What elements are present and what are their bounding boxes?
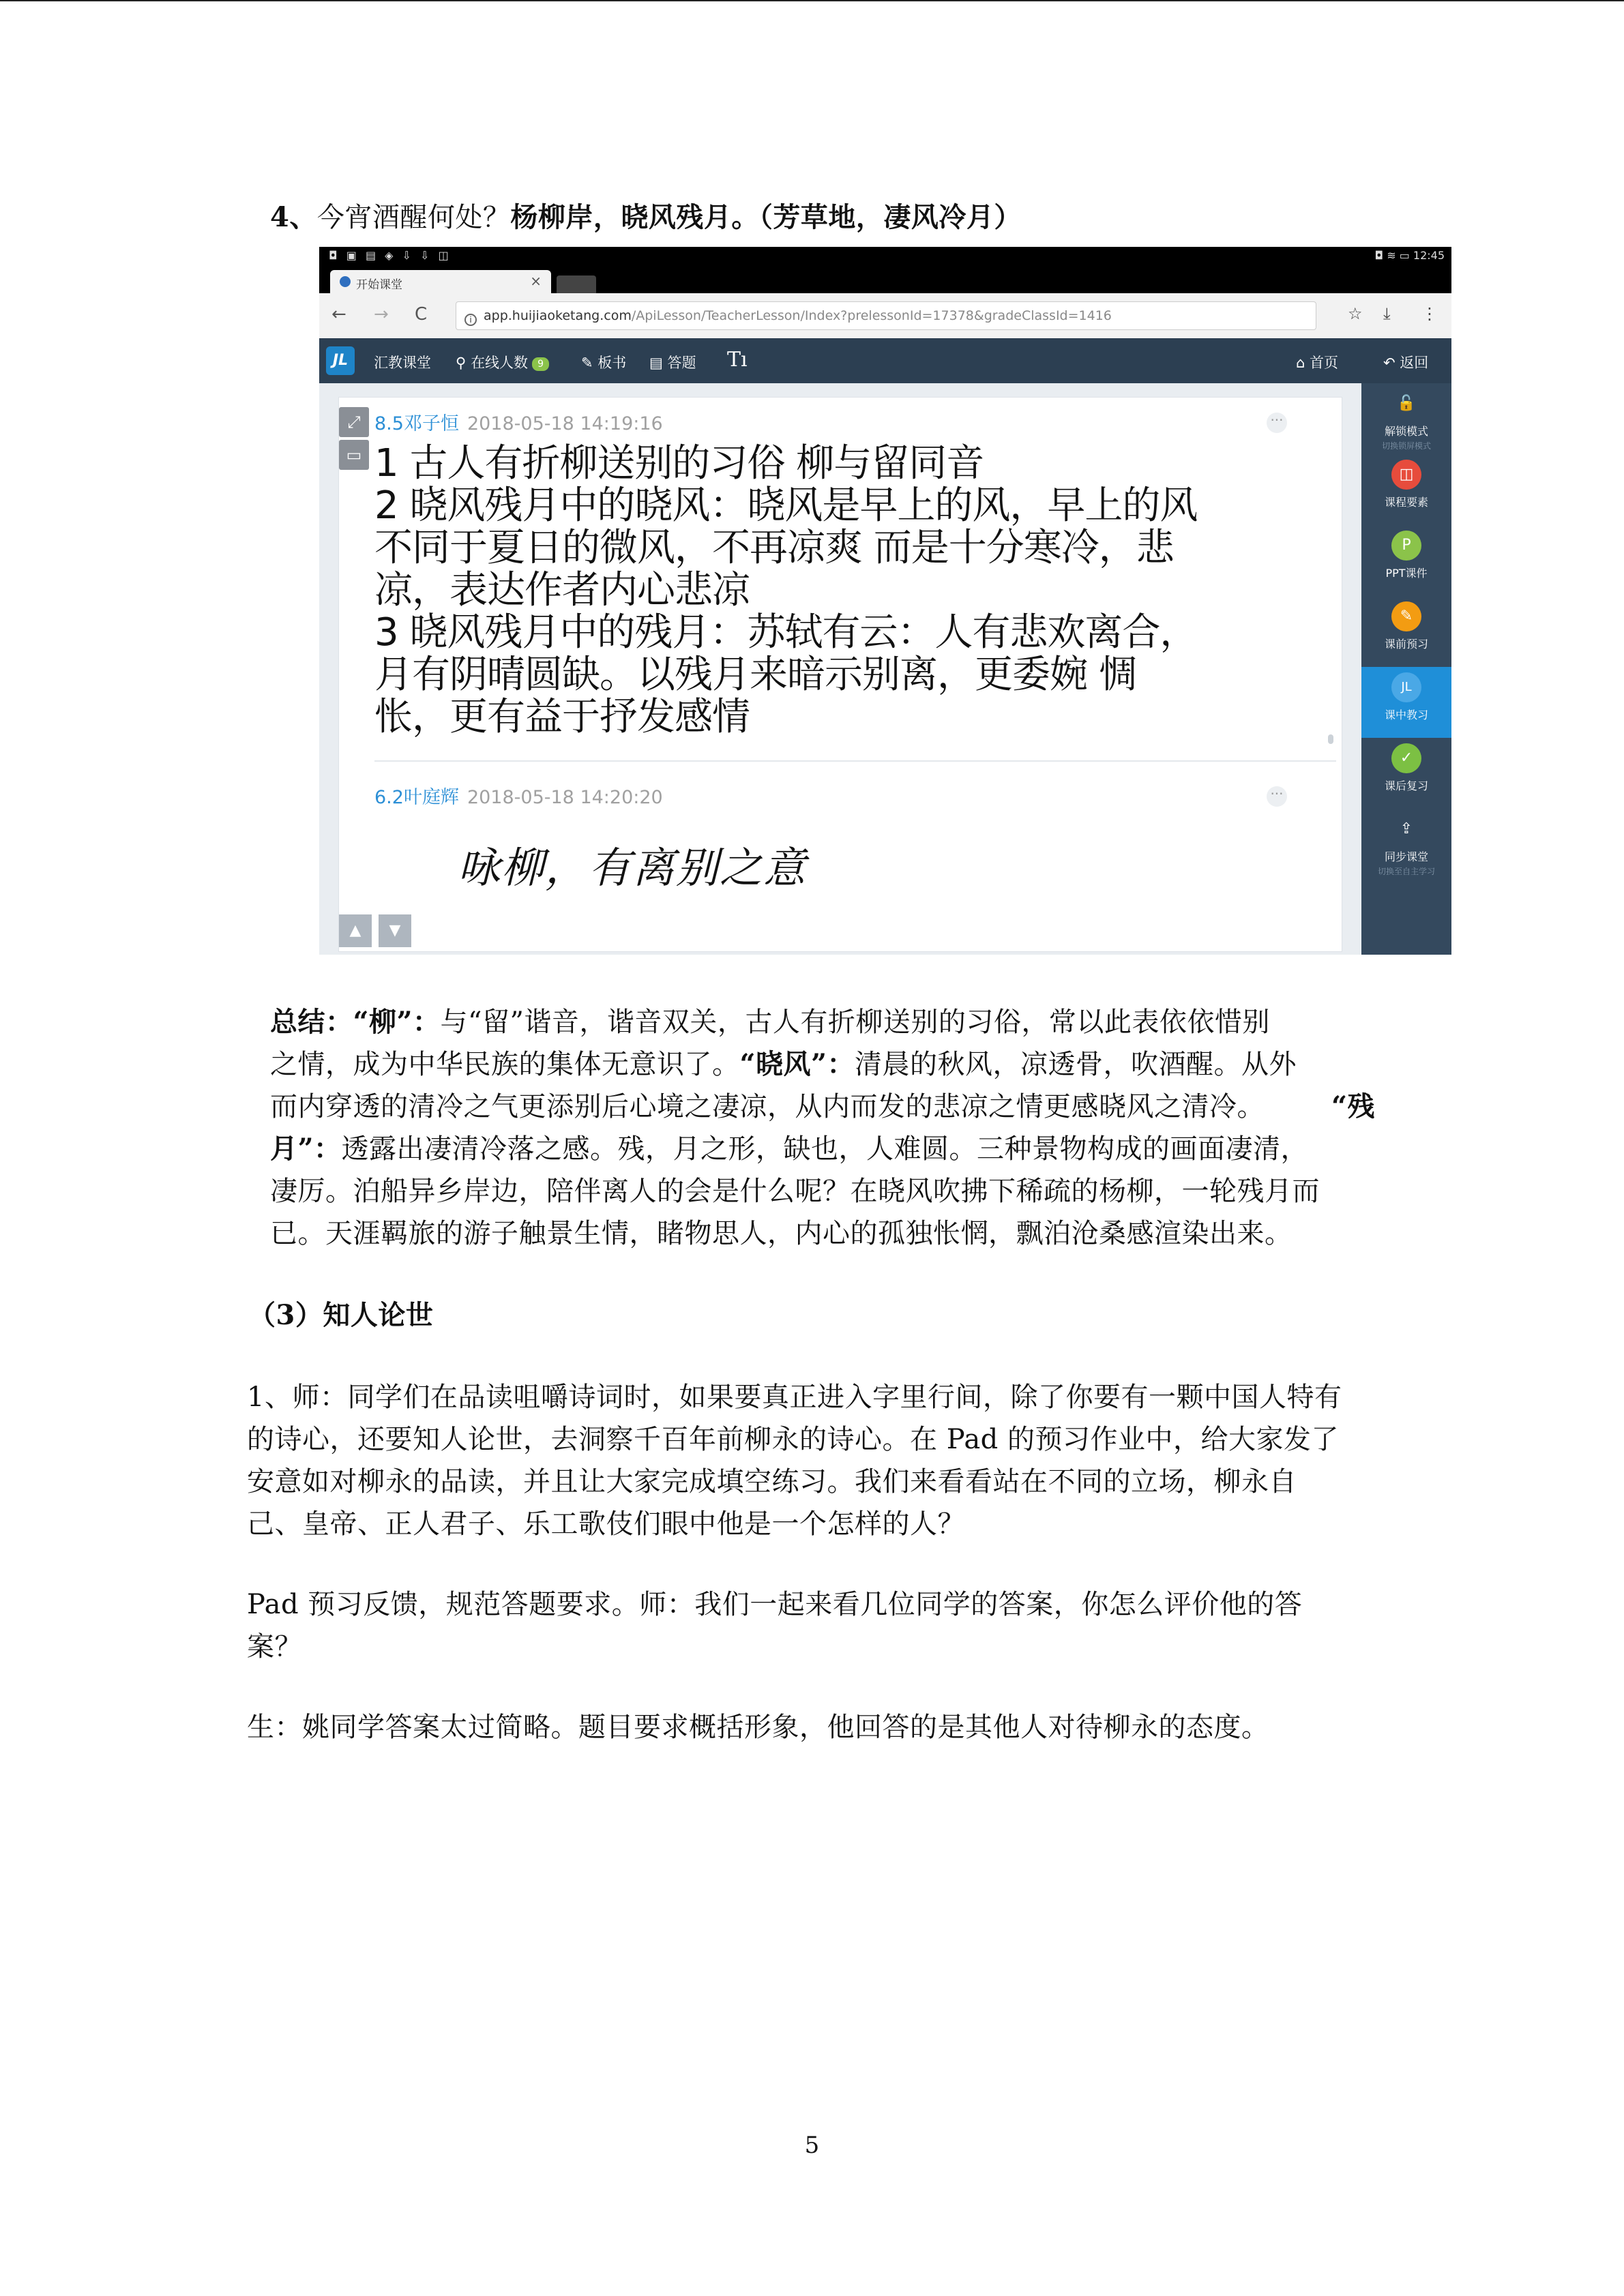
- post-author: 8.5邓子恒: [374, 413, 459, 434]
- post-time: 2018-05-18 14:19:16: [467, 413, 663, 434]
- post-line: 1 古人有折柳送别的习俗 柳与留同音: [374, 441, 984, 486]
- post-line: 3 晓风残月中的残月：苏轼有云：人有悲欢离合，: [374, 610, 1198, 655]
- post-line: 2 晓风残月中的晓风：晓风是早上的风，早上的风: [374, 483, 1198, 528]
- sidebar-label: 课后复习: [1384, 779, 1428, 792]
- window-icon[interactable]: ▭: [339, 440, 369, 470]
- expand-icon[interactable]: ⤢: [339, 407, 369, 437]
- app-toolbar: [319, 338, 1451, 383]
- app-sidebar: [1361, 383, 1451, 955]
- post-author: 6.2叶庭辉: [374, 787, 459, 808]
- sidebar-item-review[interactable]: [1361, 738, 1451, 809]
- sidebar-label: 解锁模式: [1384, 425, 1428, 438]
- sidebar-label: 课中教习: [1384, 709, 1428, 721]
- summary-text: 已。天涯羁旅的游子触景生情，睹物思人，内心的孤独怅惘，飘泊沧桑感渲染出来。: [270, 1218, 1293, 1249]
- text-line: Pad 预习反馈，规范答题要求。师：我们一起来看几位同学的答案，你怎么评价他的答: [247, 1589, 1303, 1620]
- status-bar: [319, 247, 1451, 263]
- url-path: /ApiLesson/TeacherLesson/Index?prelessonId=17378&gradeClassId=1416: [631, 308, 1112, 323]
- top-border: [0, 0, 1624, 1]
- sidebar-sublabel: 切换锁屏模式: [1381, 441, 1431, 451]
- text-line: 案？: [247, 1631, 302, 1663]
- scroll-indicator[interactable]: [1328, 734, 1333, 744]
- bookmark-star-icon[interactable]: ☆: [1348, 304, 1363, 323]
- summary-text: 凄厉。泊船异乡岸边，陪伴离人的会是什么呢？在晓风吹拂下稀疏的杨柳，一轮残月而: [270, 1176, 1320, 1207]
- summary-text: 清晨的秋风，凉透骨，吹酒醒。从外: [855, 1049, 1297, 1080]
- app-logo: JL: [326, 346, 355, 375]
- board-button[interactable]: ✎ 板书: [581, 355, 627, 371]
- new-tab-button[interactable]: [557, 275, 596, 293]
- browser-tabstrip: [319, 263, 1451, 293]
- text-line: 己、皇帝、正人君子、乐工歌伎们眼中他是一个怎样的人？: [247, 1508, 965, 1540]
- leaf-icon: ✎: [1391, 601, 1421, 631]
- post-header: [374, 408, 663, 435]
- post-text: [374, 443, 1323, 739]
- more-options-icon[interactable]: ···: [1267, 786, 1287, 807]
- ppt-icon: P: [1391, 531, 1421, 561]
- term-liu: “柳”：: [353, 1006, 441, 1038]
- browser-menu-icon[interactable]: ⋮: [1421, 304, 1438, 323]
- scroll-up-button[interactable]: ▲: [339, 914, 372, 947]
- url-field[interactable]: [456, 301, 1316, 330]
- summary-line: [270, 1001, 1270, 1043]
- embedded-screenshot: [319, 247, 1451, 955]
- sidebar-label: 课前预习: [1384, 638, 1428, 651]
- summary-line: [270, 1212, 1293, 1255]
- class-icon: JL: [1391, 672, 1421, 702]
- board-label: 板书: [597, 355, 627, 371]
- paragraph-student: 生：姚同学答案太过简略。题目要求概括形象，他回答的是其他人对待柳永的态度。: [247, 1712, 1269, 1743]
- sidebar-sublabel: 切换至自主学习: [1377, 867, 1435, 876]
- url-host: app.huijiaoketang.com: [484, 308, 632, 323]
- summary-label: 总结：: [270, 1006, 353, 1038]
- tab-title: 开始课堂: [356, 278, 402, 292]
- post-line: 凉，表达作者内心悲凉: [374, 568, 750, 612]
- home-button[interactable]: ⌂ 首页: [1296, 355, 1339, 371]
- scroll-down-button[interactable]: ▼: [379, 914, 411, 947]
- favicon-icon: [340, 276, 351, 287]
- online-label: 在线人数: [471, 355, 529, 371]
- post-divider: [374, 760, 1336, 762]
- address-bar: [319, 293, 1451, 339]
- summary-line: [270, 1086, 1375, 1128]
- summary-line: [270, 1043, 1297, 1086]
- forward-arrow-icon[interactable]: →: [374, 304, 389, 325]
- page-number: 5: [804, 2132, 820, 2159]
- status-icons-left: ◘ ▣ ▤ ◈ ⇩ ⇩ ◫: [329, 249, 452, 262]
- term-canyue: 月”：: [270, 1133, 342, 1165]
- post-feed: [338, 397, 1342, 952]
- summary-text: 与“留”谐音，谐音双关，古人有折柳送别的习俗，常以此表依依惜别: [440, 1007, 1270, 1038]
- sidebar-item-course-elements[interactable]: [1361, 454, 1451, 525]
- post-line: 不同于夏日的微风，不再凉爽 而是十分寒冷，悲: [374, 526, 1174, 570]
- online-count-button[interactable]: ⚲ 在线人数 9: [456, 352, 549, 372]
- return-button[interactable]: ↶ 返回: [1383, 355, 1429, 371]
- sidebar-item-in-class[interactable]: [1361, 667, 1451, 738]
- status-clock: ◘ ≋ ▭ 12:45: [1374, 249, 1445, 262]
- reload-icon[interactable]: C: [415, 304, 428, 325]
- section4-answer: 杨柳岸，晓风残月。（芳草地，凄风冷月）: [510, 201, 1022, 233]
- summary-line: [270, 1128, 1308, 1170]
- post-line: 月有阴晴圆缺。以残月来暗示别离，更委婉 惆: [374, 653, 1136, 697]
- more-options-icon[interactable]: ···: [1267, 413, 1287, 433]
- edit-icon: ✓: [1391, 743, 1421, 773]
- sidebar-label: PPT课件: [1385, 567, 1428, 580]
- sidebar-item-sync[interactable]: [1361, 809, 1451, 880]
- section4-number: 4、: [270, 201, 317, 233]
- home-label: 首页: [1310, 355, 1339, 371]
- post-time: 2018-05-18 14:20:20: [467, 787, 663, 808]
- section-heading: （3）知人论世: [248, 1299, 434, 1331]
- answer-label: 答题: [667, 355, 696, 371]
- sidebar-label: 课程要素: [1384, 496, 1428, 509]
- summary-line: [270, 1170, 1320, 1212]
- handwritten-answer: 咏柳，有离别之意: [458, 843, 808, 893]
- book-icon: ◫: [1391, 460, 1421, 490]
- lock-icon: 🔓: [1397, 395, 1416, 412]
- browser-tab[interactable]: [330, 270, 551, 293]
- app-name: 汇教课堂: [374, 355, 431, 371]
- text-line: 的诗心，还要知人论世，去洞察千百年前柳永的诗心。在 Pad 的预习作业中，给大家发了: [247, 1424, 1339, 1455]
- download-icon[interactable]: ⤓: [1383, 304, 1391, 323]
- tab-close-icon[interactable]: ×: [530, 273, 542, 289]
- online-count-badge: 9: [532, 357, 549, 371]
- sidebar-item-unlock[interactable]: [1361, 383, 1451, 454]
- summary-text: 透露出凄清冷落之感。残，月之形，缺也，人难圆。三种景物构成的画面凄清，: [341, 1133, 1309, 1165]
- answer-button[interactable]: ▤ 答题: [649, 355, 696, 371]
- sidebar-label: 同步课堂: [1384, 850, 1428, 863]
- term-xiaofeng: “晓风”：: [739, 1048, 855, 1080]
- sidebar-item-ppt[interactable]: [1361, 525, 1451, 596]
- text-tool-icon[interactable]: Tı: [727, 348, 748, 372]
- section4-question: 今宵酒醒何处？: [316, 202, 511, 233]
- return-label: 返回: [1400, 355, 1429, 371]
- back-arrow-icon[interactable]: ←: [331, 304, 346, 325]
- summary-text: 而内穿透的清冷之气更添别后心境之凄凉，从内而发的悲凉之情更感晓风之清冷。: [270, 1091, 1265, 1122]
- post-header: [374, 782, 663, 809]
- info-icon: i: [464, 314, 477, 326]
- post-line: 怅，更有益于抒发感情: [374, 695, 750, 739]
- text-line: 1、师：同学们在品读咀嚼诗词时，如果要真正进入字里行间，除了你要有一颗中国人特有: [247, 1382, 1342, 1413]
- summary-text: 之情，成为中华民族的集体无意识了。: [270, 1049, 740, 1080]
- text-line: 安意如对柳永的品读，并且让大家完成填空练习。我们来看看站在不同的立场，柳永自: [247, 1466, 1297, 1497]
- sidebar-item-preview[interactable]: [1361, 596, 1451, 667]
- section4-heading: [270, 196, 1022, 239]
- sync-icon: ⇪: [1400, 820, 1413, 837]
- term-canyue: “残: [1331, 1090, 1375, 1122]
